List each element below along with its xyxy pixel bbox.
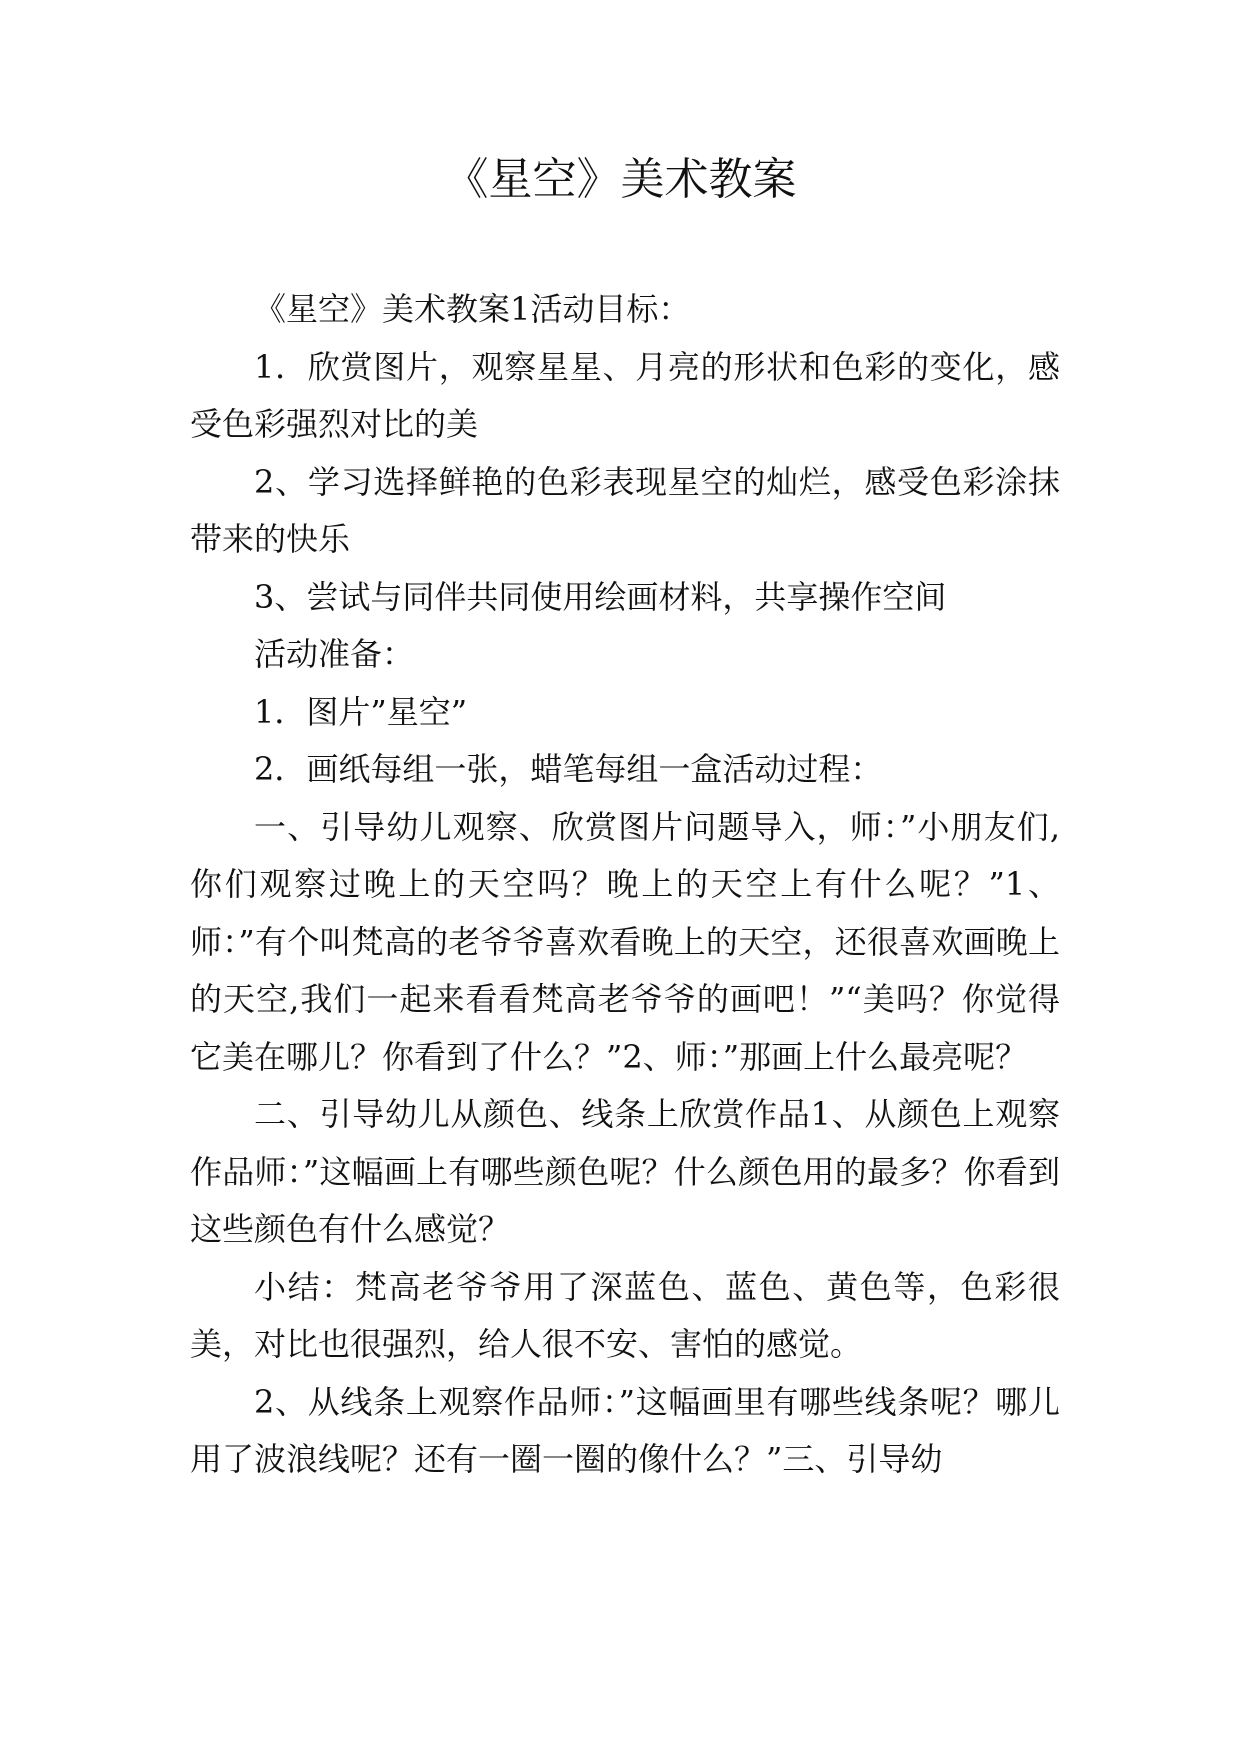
paragraph: 3、尝试与同伴共同使用绘画材料，共享操作空间 xyxy=(254,577,947,616)
paragraph: 活动准备： xyxy=(254,635,415,673)
paragraph: 一、引导幼儿观察、欣赏图片问题导入，师：”小朋友们,你们观察过晚上的天空吗？晚上的天空上有什么呢？”1、师：”有个叫梵高的老爷爷喜欢看晚上的天空，还很喜欢画晚上的天空,我们一起来看看梵高老爷爷的画吧！”“美吗？你觉得它美在哪儿？你看到了什么？”2、师：”那画上什么最亮呢？ xyxy=(190,807,1060,1076)
paragraph: 二、引导幼儿从颜色、线条上欣赏作品1、从颜色上观察作品师：”这幅画上有哪些颜色呢？什么颜色用的最多？你看到这些颜色有什么感觉？ xyxy=(190,1095,1060,1248)
document-title: 《星空》美术教案 xyxy=(444,154,797,205)
paragraph: 1．图片”星空” xyxy=(254,692,468,731)
paragraph: 2、从线条上观察作品师：”这幅画里有哪些线条呢？哪儿用了波浪线呢？还有一圈一圈的像什么？”三、引导幼 xyxy=(190,1382,1060,1478)
paragraph: 1．欣赏图片，观察星星、月亮的形状和色彩的变化，感受色彩强烈对比的美 xyxy=(190,347,1060,443)
paragraph: 《星空》美术教案1活动目标： xyxy=(254,290,691,328)
document-body xyxy=(190,281,1060,1489)
paragraph: 2．画纸每组一张，蜡笔每组一盒活动过程： xyxy=(254,750,883,788)
paragraph: 2、学习选择鲜艳的色彩表现星空的灿烂，感受色彩涂抹带来的快乐 xyxy=(190,462,1060,558)
paragraph: 小结：梵高老爷爷用了深蓝色、蓝色、黄色等，色彩很美，对比也很强烈，给人很不安、害怕的感觉。 xyxy=(190,1267,1060,1363)
